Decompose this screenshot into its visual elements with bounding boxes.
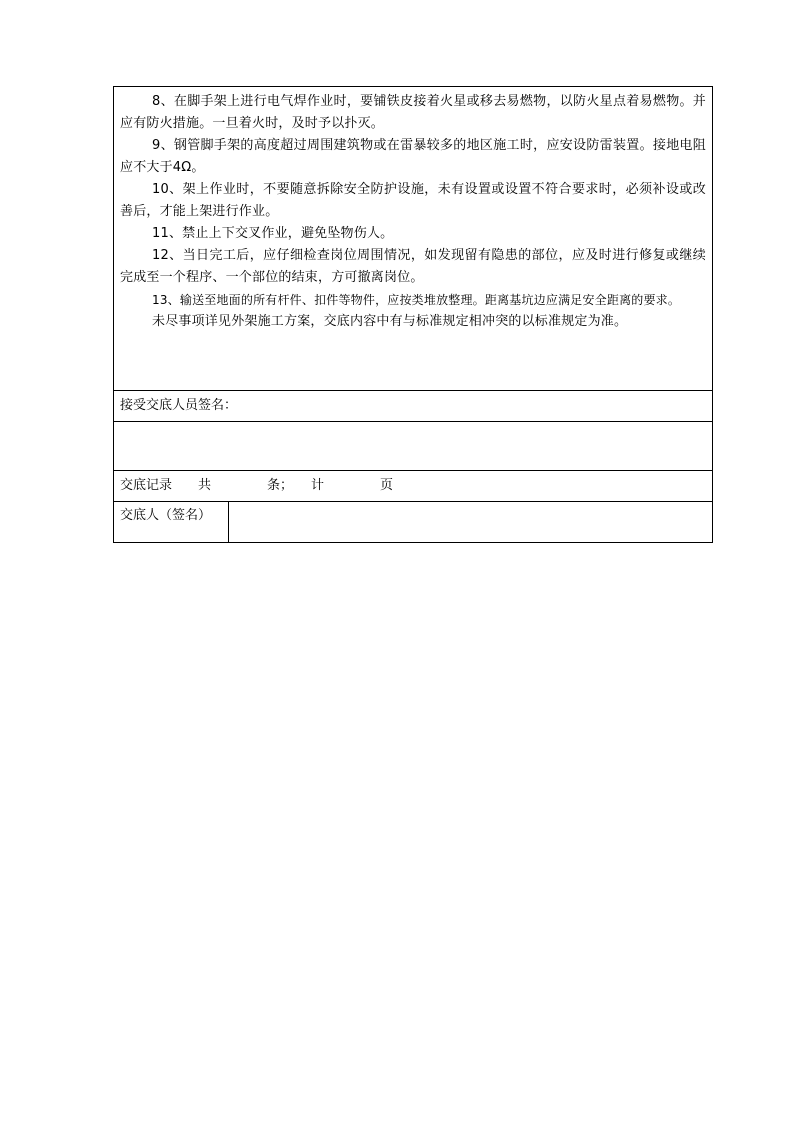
record-total-label: 共 xyxy=(198,478,212,493)
paragraph-item-11: 11、禁止上下交叉作业，避免坠物伤人。 xyxy=(152,226,394,241)
disclosure-record-row xyxy=(114,471,712,502)
recipient-signature-label: 接受交底人员签名： xyxy=(120,398,238,413)
record-pages-label: 页 xyxy=(380,478,394,493)
content-body xyxy=(114,87,712,333)
paragraph-item-8: 8、在脚手架上进行电气焊作业时，要铺铁皮接着火星或移去易燃物，以防火星点着易燃物。并应有防火措施。一旦着火时，及时予以扑灭。 xyxy=(120,94,706,131)
cell-divider xyxy=(228,502,229,543)
recipient-signature-label-row xyxy=(114,391,712,422)
discloser-signature-label: 交底人（签名） xyxy=(120,508,212,523)
paragraph-item-13: 13、输送至地面的所有杆件、扣件等物件，应按类堆放整理。距离基坑边应满足安全距离的要求。 xyxy=(152,293,681,307)
paragraph-item-12: 12、当日完工后，应仔细检查岗位周围情况，如发现留有隐患的部位，应及时进行修复或继续完成至一个程序、一个部位的结束，方可撤离岗位。 xyxy=(120,248,706,285)
record-count-label: 计 xyxy=(311,478,325,493)
paragraph-note: 未尽事项详见外架施工方案，交底内容中有与标准规定相冲突的以标准规定为准。 xyxy=(152,314,628,329)
discloser-row xyxy=(114,502,712,543)
paragraph-item-9: 9、钢管脚手架的高度超过周围建筑物或在雷暴较多的地区施工时，应安设防雷装置。接地电阻应不大于4Ω。 xyxy=(120,138,706,175)
paragraph-item-10: 10、架上作业时，不要随意拆除安全防护设施，未有设置或设置不符合要求时，必须补设或改善后，才能上架进行作业。 xyxy=(120,182,706,219)
recipient-signature-field[interactable] xyxy=(114,422,712,471)
disclosure-table xyxy=(113,86,713,543)
record-items-label: 条； xyxy=(267,478,294,493)
record-label: 交底记录 xyxy=(120,478,173,493)
content-cell xyxy=(114,87,712,391)
